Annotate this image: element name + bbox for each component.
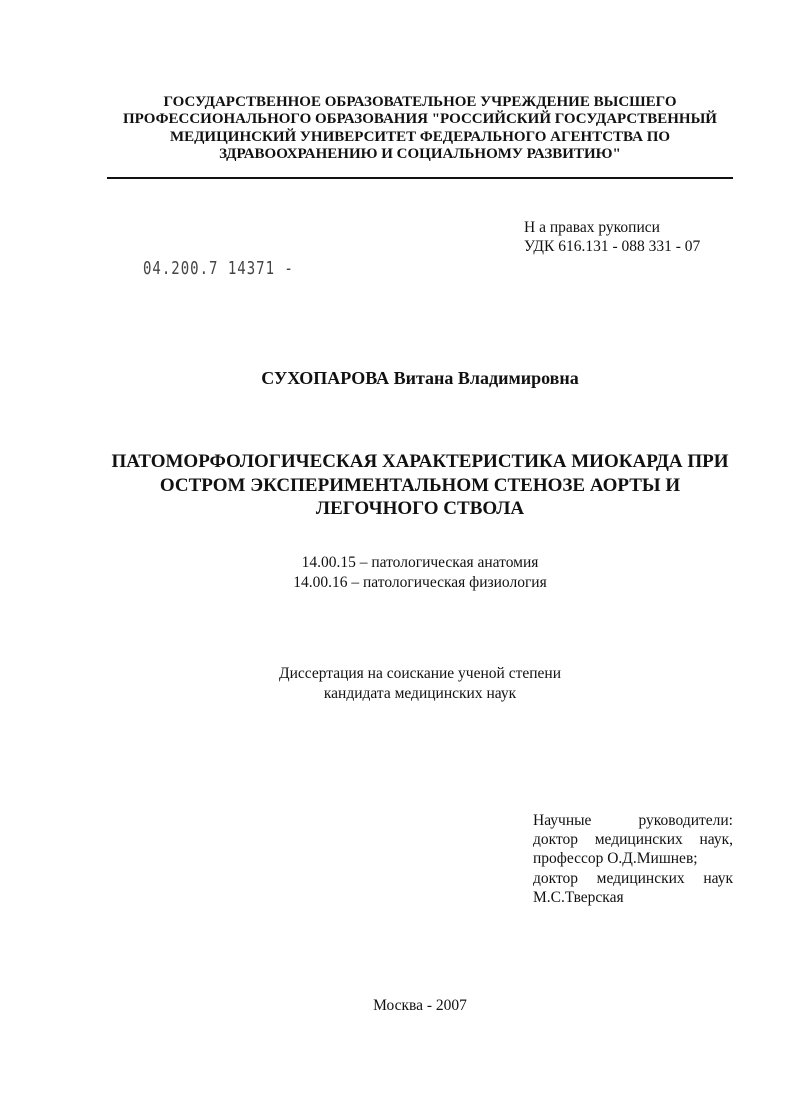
city-year: Москва - 2007 (373, 997, 467, 1014)
degree-block (44, 664, 796, 704)
manuscript-note: Н а правах рукописи (524, 219, 660, 236)
supervisors-block (533, 811, 733, 907)
supervisors-line: Научные руководители: (533, 812, 733, 829)
specialty-line: 14.00.16 – патологическая физиология (293, 574, 547, 591)
supervisors-line: М.С.Тверская (533, 888, 624, 906)
dissertation-title (44, 450, 796, 521)
degree-line: Диссертация на соискание ученой степени (279, 665, 561, 682)
udc-code: УДК 616.131 - 088 331 - 07 (524, 238, 701, 255)
header-line: ПРОФЕССИОНАЛЬНОГО ОБРАЗОВАНИЯ "РОССИЙСКИЙ ГОСУДАРСТВЕННЫЙ (123, 111, 717, 128)
header-line: МЕДИЦИНСКИЙ УНИВЕРСИТЕТ ФЕДЕРАЛЬНОГО АГЕНТСТВА ПО (169, 128, 671, 145)
author-name: СУХОПАРОВА Витана Владимировна (261, 368, 579, 388)
supervisors-line: профессор О.Д.Мишнев; (533, 850, 698, 868)
degree-line: кандидата медицинских наук (323, 685, 517, 702)
specialty-line: 14.00.15 – патологическая анатомия (301, 554, 539, 571)
supervisors-line: доктор медицинских наук (533, 869, 733, 887)
title-line: ПАТОМОРФОЛОГИЧЕСКАЯ ХАРАКТЕРИСТИКА МИОКАРДА ПРИ (111, 451, 729, 472)
title-line: ОСТРОМ ЭКСПЕРИМЕНТАЛЬНОМ СТЕНОЗЕ АОРТЫ И (159, 474, 681, 496)
library-stamp-number: 04.200.7 14371 - (143, 259, 294, 279)
specialties-block (44, 553, 796, 593)
manuscript-block (524, 218, 700, 256)
supervisors-line: доктор медицинских наук, (533, 831, 733, 849)
title-line: ЛЕГОЧНОГО СТВОЛА (315, 498, 525, 519)
header-divider (107, 177, 733, 179)
institution-header (44, 94, 796, 163)
header-line: ЗДРАВООХРАНЕНИЮ И СОЦИАЛЬНОМУ РАЗВИТИЮ" (219, 145, 621, 162)
header-line: ГОСУДАРСТВЕННОЕ ОБРАЗОВАТЕЛЬНОЕ УЧРЕЖДЕНИЕ ВЫСШЕГО (163, 94, 677, 110)
